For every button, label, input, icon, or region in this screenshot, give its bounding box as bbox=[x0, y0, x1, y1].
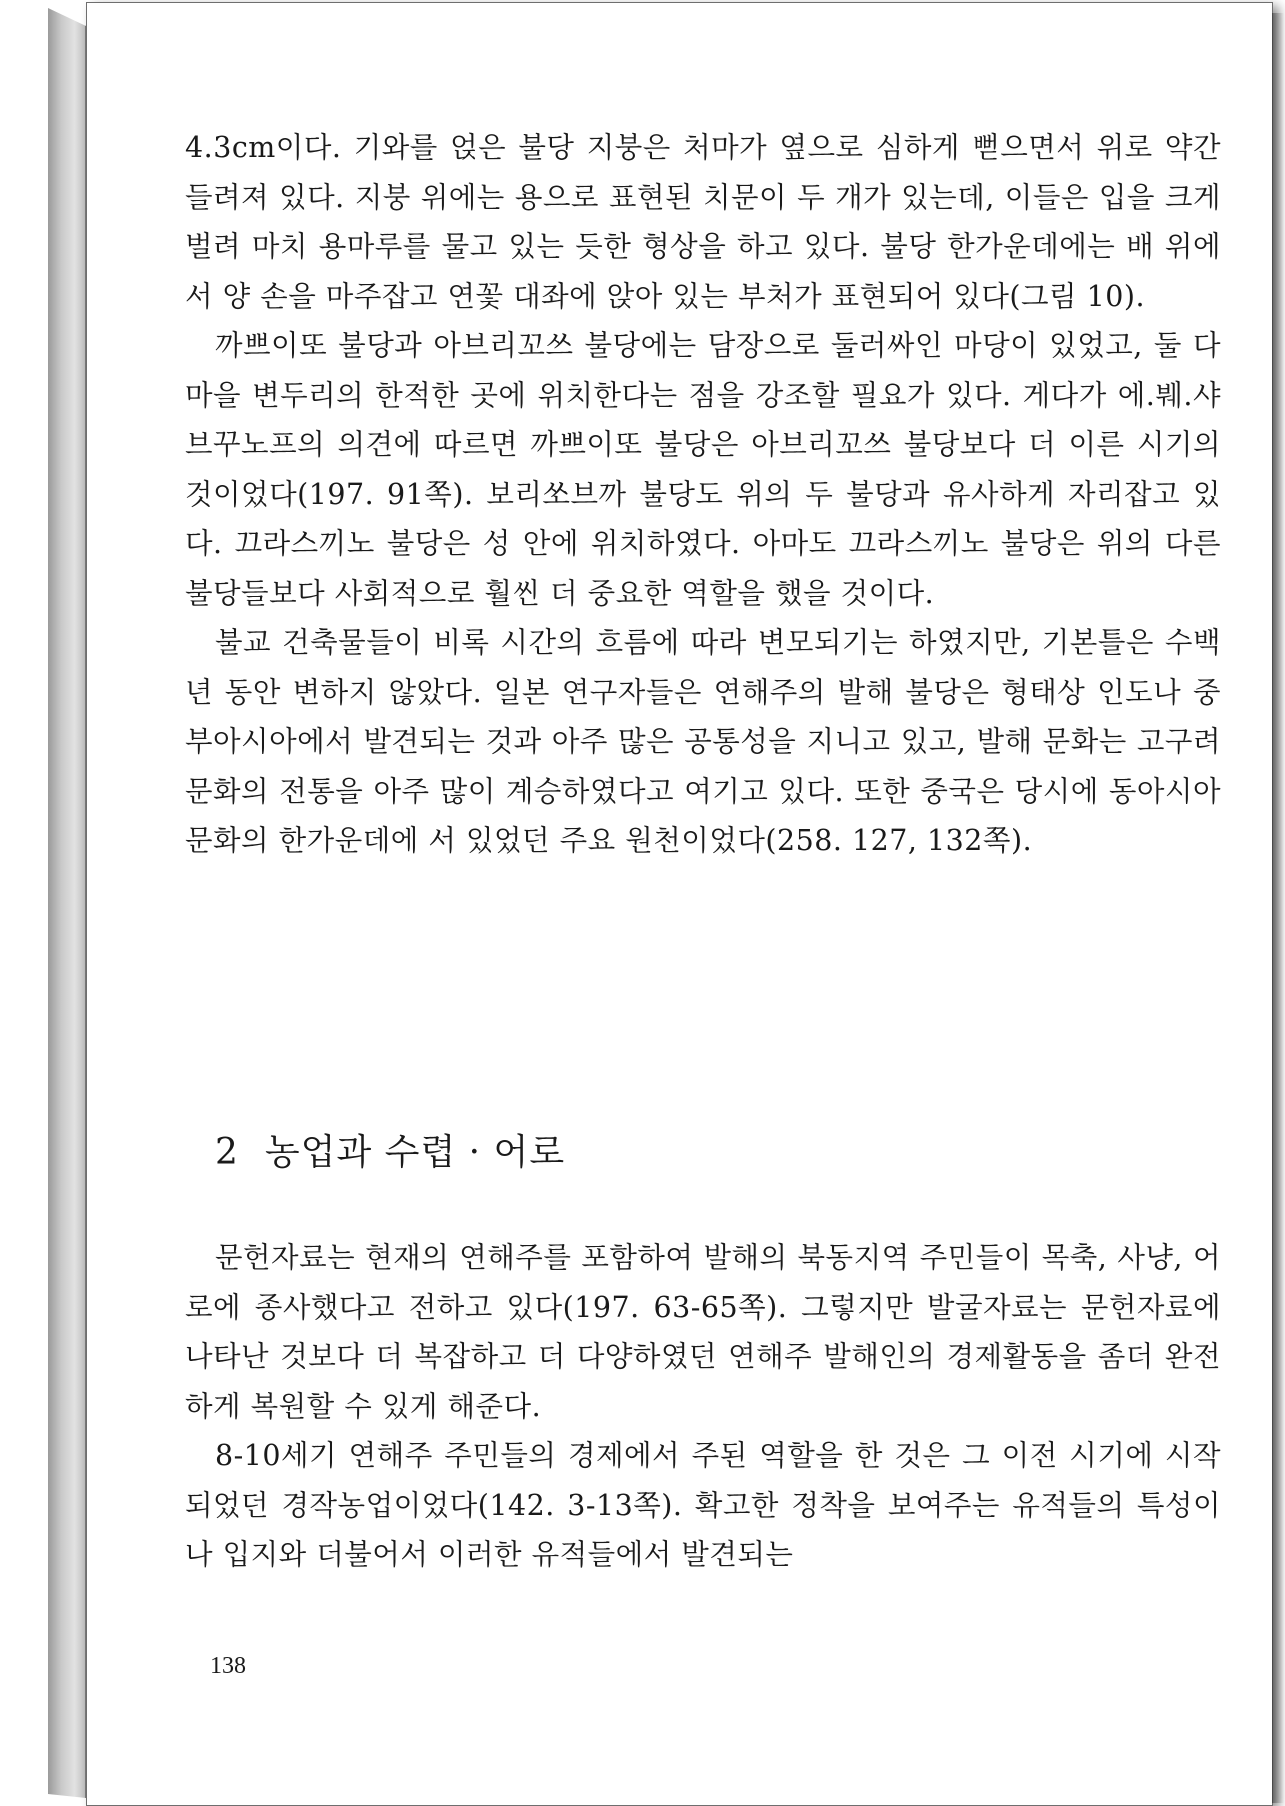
page-edge-shadow bbox=[1272, 13, 1284, 1803]
book-spine bbox=[48, 8, 86, 1798]
paragraph: 8-10세기 연해주 주민들의 경제에서 주된 역할을 한 것은 그 이전 시기에 시작되었던 경작농업이었다(142. 3-13쪽). 확고한 정착을 보여주는 유적들의 특성이나 입지와 더불어서 이러한 유적들에서 발견되는 bbox=[185, 1439, 1221, 1571]
paragraph: 까쁘이또 불당과 아브리꼬쓰 불당에는 담장으로 둘러싸인 마당이 있었고, 둘 다 마을 변두리의 한적한 곳에 위치한다는 점을 강조할 필요가 있다. 게다가 에.붸.샤브꾸노프의 의견에 따르면 까쁘이또 불당은 아브리꼬쓰 불당보다 더 이른 시기의 것이었다(197. 91쪽). 보리쏘브까 불당도 위의 두 불당과 유사하게 자리잡고 있다. 끄라스끼노 불당은 성 안에 위치하였다. 아마도 끄라스끼노 불당은 위의 다른 불당들보다 사회적으로 훨씬 더 중요한 역할을 했을 것이다. bbox=[185, 329, 1221, 610]
book-page bbox=[86, 2, 1273, 1806]
section-number: 2 bbox=[215, 1132, 239, 1173]
body-text-bottom bbox=[185, 1233, 1221, 1580]
paragraph: 문헌자료는 현재의 연해주를 포함하여 발해의 북동지역 주민들이 목축, 사냥, 어로에 종사했다고 전하고 있다(197. 63-65쪽). 그렇지만 발굴자료는 문헌자료에 나타난 것보다 더 복잡하고 더 다양하였던 연해주 발해인의 경제활동을 좀더 완전하게 복원할 수 있게 해준다. bbox=[185, 1241, 1221, 1423]
page-number: 138 bbox=[210, 1653, 246, 1679]
paragraph: 불교 건축물들이 비록 시간의 흐름에 따라 변모되기는 하였지만, 기본틀은 수백년 동안 변하지 않았다. 일본 연구자들은 연해주의 발해 불당은 형태상 인도나 중부아시아에서 발견되는 것과 아주 많은 공통성을 지니고 있고, 발해 문화는 고구려 문화의 전통을 아주 많이 계승하였다고 여기고 있다. 또한 중국은 당시에 동아시아 문화의 한가운데에 서 있었던 주요 원천이었다(258. 127, 132쪽). bbox=[185, 626, 1221, 857]
paragraph-continued: 4.3cm이다. 기와를 얹은 불당 지붕은 처마가 옆으로 심하게 뻗으면서 위로 약간 들려져 있다. 지붕 위에는 용으로 표현된 치문이 두 개가 있는데, 이들은 입을 크게 벌려 마치 용마루를 물고 있는 듯한 형상을 하고 있다. 불당 한가운데에는 배 위에서 양 손을 마주잡고 연꽃 대좌에 앉아 있는 부처가 표현되어 있다(그림 10). bbox=[185, 131, 1221, 313]
body-text-top bbox=[185, 123, 1221, 866]
section-title: 농업과 수렵 · 어로 bbox=[264, 1132, 566, 1173]
section-heading bbox=[215, 1128, 565, 1178]
